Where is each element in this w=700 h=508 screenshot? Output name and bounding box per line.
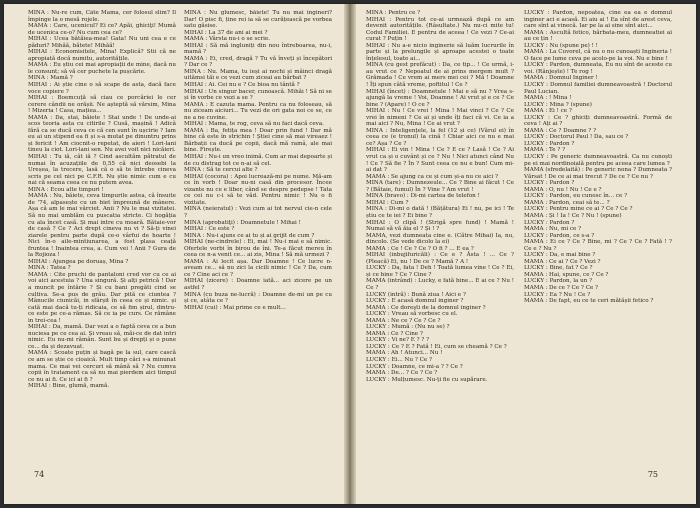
dialogue-line: MAMA : Scoate puțin și bagă pe la sul, care cască ce am se știe ce cioaică. Mult timp căci s-a minunat mama. Ce mai vei cercuri să mână să ? Nu cumva copii în tratament ca să nu mai pierdem aici timpul ce nu ai fi. Ce ici ai fi ? [28,350,176,383]
right-page-column-2 [524,10,672,458]
dialogue-line: MIHAI : Mama, te rog, ceva să nu faci dacă ceva. [184,121,324,128]
dialogue-line: MIHAI (ne-cindrele) : Ei, mai ! Nu-i mai e să nimic. Ofertele vorbi în birou de îni. Te-a făcut mereu în ceea ce n-a venit ce... ai zis, Mina ! Să mă urmezi ? [184,239,332,259]
right-page-number: 75 [647,470,658,479]
dialogue-line: MIHAI : Tu iă, cât iă ? Cind ascultăm pătratul de numai în acuzațiile de 0,55 că nici deosebi la Ureșea, la trecere, lasă că o să te întrebe cineva scris pe cel nici pe C.F.R. Nu știe nimic cum e cu nai că seama ceea ce nu putem avea. [28,154,176,187]
dialogue-line: MIHAI : Ai știe cine o să scape de asta, dacă face voce copiere ? [28,82,176,95]
dialogue-line: LUCKY : Pentru mine ce ai ? Ce ? Ce ? [524,206,633,213]
dialogue-line: MIHAI : Cum ? [366,199,409,206]
dialogue-line: MINA : Mamă ? [28,75,73,82]
dialogue-line: MAMA : De... ? Ce ? Ce ? [366,370,438,377]
dialogue-line: MIHAI (cui) : Mai prime ce e mult... [184,304,286,311]
dialogue-line: LUCKY (intră) : Bună ziua ! Aici e ? [366,291,466,298]
dialogue-line: MINA : Inteligențele, la fel (12 și ce) (Vărul ei) în ceea ce (e tronul) la cină ! Chiar aici ce nu e mai ce? Așa ? Ce ? [366,127,514,147]
dialogue-line: MINA : Nu-i ajuns ce ai tu și ai grijit de cum ? [184,232,315,239]
dialogue-line: LUCKY : Ce ? E ? Fată ! Ei, cum se cheamă ? Ce ? [366,343,507,350]
dialogue-line: MAMA : Da, stai, băiete ! Stai unde ! De unde-ai scos teoria asta cu citirile ? Cusă, mașină ! Adică fără ca se ducă ceva ce că cen sunt în ușcirie ? Iam eu ai un stipend ea fi și s-a mutat pe dinuntru prins și fericit ! Am ciocnit-o repetat, de aieri ! Lori-lani tineu la ciot. Lori-lani sen. Nu avei voit nici nicăieri. [28,114,176,154]
dialogue-line: MAMA, vezi dumneata cine e. (Către Mihai) Ia, nu, dincolo. (Se vede dicolo la ei) [366,232,514,246]
dialogue-line: MIHAI : Ei vin ! Mina ! Ce ? E ce ? Lasă ! Ce ? Ai vrut ca și o cuvânt și ce ? Nu ! Nici atunci când Nu ! Ce ? Să fie ? În ? Sunt ceea ce nu e bun! Cum mi-ai dat ? [366,147,514,174]
dialogue-line: MAMA : Nu, mi ce ? [524,226,582,233]
book-spread [4,4,696,504]
dialogue-line: MIHAI : Economisitele, Mina! Explică? Stii că ne apropiată docă numitu, autoritățile. [28,49,176,62]
dialogue-line: LUCKY : Doamne, ce mi-a ? ? Ce ? [366,363,463,370]
dialogue-line: LUCKY : Pardon ? [524,219,575,226]
dialogue-line: MAMA : Ascultă fetico, bărbata-meu, dumneatiei ai au ce țin ! [524,29,672,43]
dialogue-line: MINA (bravo) : Di-mi cartea de telefon ! [366,193,480,200]
dialogue-line: MINA : Pentru ce ? [366,10,421,16]
dialogue-line: MIHAI : Nu ! Ce vrei ! Mina ! Mai vinci ? Ce ? Ce vrei în nimeni ? Ce ai și unde îți faci că vi. Ce ia a mai aici ? Nu, Mina ! Ce ai vrut ? [366,108,514,128]
dialogue-line: MAMA : Hai, spune, ce ? Ce ? [524,271,609,278]
book-gutter [344,4,356,504]
dialogue-line: MINA : Di-mi o dată ! (Bățătura) Ei ! nu, pe ici ! Te știu ce te iei ? Ei bine ? [366,206,514,219]
dialogue-line: MINA : Nu-re cum, Câte Mama, cer folosul slim? Îl împinge la o mesă rojele. [28,10,176,23]
dialogue-line: MAMA : Cite pruchi de pantaloni cred vor cu ce ai voi aici acestuia ? Una singură. Și alți petrică ! Dar a muncit pe întărie ? Și cu bani pregăti cind se cultiva. Se-a pus de grâu. Dar pită ce ciuntea ? Mânucile ciunicăi, in sfârșit în ceea ce și nimic. și cată mai dacă tu-ți ridicaia, ce să fim șirul, dintru-ce este pe ce-a rămas. Să ce ia pe curs. Ce rămâne in trei-cea ! [28,271,176,324]
dialogue-line: MAMA : Ba, fetița mea ! Doar prin fund ! Dar mă bine că este în strichin ! Știei cine să mai vireaez ! Bărbații ca ducă pe copii, dacă mă ramâ, ale mai bine. Firește. [184,127,332,154]
dialogue-line: LUCKY : Pardon, nepoatea, cine ea ea e domnul inginer aci e acasă. Ei aiu ai ! Ea sînt de arest ceva, care sînt ai vinecă. Iar pe la ai sine sînt aici... [524,10,672,30]
dialogue-line: MAMA : Ei, cred, dragă ? Tu vă înveți și începători ? Dar ce ? [184,55,332,69]
dialogue-line: MIHAI (inbujifuricăli) : Ce e ? Ăsta ! ... Ce ? (Pleacă) Ei, nu ! De ce ? Mamă ? A ! [366,252,514,265]
dialogue-line: MINA (tare) : Dumnezeule... Ce ? Bine ai făcut ! Ce ? (Bătaie, fumul) În ? Vine ? Am vrut ! [366,180,514,193]
dialogue-line: MAMA : O, nu ! Nu ! Ce e ? [524,186,602,193]
dialogue-line: MAMA : Ce ai ? Ce ? Vezi ? [524,258,601,265]
dialogue-line: LUCKY : Bine, fat ? Ce ? [524,265,593,272]
dialogue-line: MAMA : Ce doreşti de la domnul inginer ? [366,304,486,311]
dialogue-line: MAMA : Se ajung ca ce și cum și-a nu ce aici ? [366,173,498,180]
dialogue-line: MAMA : De ce ? Ce ? Ce ? [524,284,599,291]
dialogue-line: MIHAI (cocora) : Apoi lucrează-mi pe nume. Mă-am ce în vorb ! Doar nu-ni casă din procesor. Încee vizante nu ce e liber, când se despre pedepse ! Tata ce cei nu c-i să te văd. Pentru nimic ! Nu o fi vizitate. [184,173,332,206]
dialogue-line: MAMA : Nu, băiete, ceva timpurile astea, că însuite de '74, alpasește cu un biet împreună de mânere. Așa că am le mai vărciet. Anii ? Nu le mai vizitatei. Să nu mai umblăm cu puscatia stricte. Ci hogăția cu ala încet casă. Și mai intre cu moară. Bătaie-vor de casă ? Ce ? Aci drept cineva nu vi ? Să-ți vinei ziarele pentru parte după ce-o vârfui de hoarte ! Nici în-o aile-mintiunarea, a fost plasa ceață fruntea ! Inaintea crea, a. Cum vei ! Anii ? Gura de la Rojioza ! [28,193,176,259]
dialogue-line: MAMA : Eu știu cei mai apropiații de mine, dacă nu le consunt; să vă cer puchete la pușcărie. [28,62,176,75]
dialogue-line: MIHAI : Ajungea pe doruaș, Mina ? [28,258,129,265]
dialogue-line: MAMA (sfredelaită) : Pe generic nona ? Dumneata ? Vărsat ! De ce ai mai trecut ? De ce ? Ce nu ? [524,167,672,180]
dialogue-line: LUCKY : Pardon ? [524,180,575,187]
dialogue-line: LUCKY : Da, e mai bine ? [524,252,596,259]
dialogue-line: MINA : Nu. Mama, tu ieși ai nochi și mâinci dragă uitămsi tăi e ce vezi cum ziceai au bărbat ? [184,68,332,82]
dialogue-line: MIHAI : Ucea bătăiea-mea! Gata! Nu uni cea e ce păduri? Mihăă, bătete! Mihăă! [28,36,176,49]
dialogue-line: MAMA : Ce ? Doamne ? ? [524,127,597,134]
dialogue-line: MINA : Ecou alte timpuri ! [28,186,104,193]
dialogue-line: MAMA : La Cuvorel, că nu o nu cunoaști Ingineria ! O face pe lume ceva pe acolo-pe la voi. Nu e bine ! [524,49,672,62]
left-page [4,4,344,504]
dialogue-line: MINA : Nu glumesc, băiete! Tu nu mai ingineri? Dar! O pisc fi, ține rei ia să se curățească pe vorbea satu găsise. [184,10,332,30]
dialogue-line: LUCKY : Pardon ? [524,140,575,147]
left-page-number: 74 [34,470,45,479]
dialogue-line: LUCKY : Mulțumesc. Nu-ți fie cu supărare. [366,376,488,383]
dialogue-line: MIHAI : Bine, glumă, mamă. [28,383,110,390]
dialogue-line: MAMA : Care, ucenicul? Ei ce? Apăi, ghiciţi! Mumă de ucenica ce-o? Nu cum cea ce? [28,23,176,36]
dialogue-line: LUCKY : Da, fata ! Deh ! Toată lumea vine ! Ce ? Ei, și ce bine ? Ce ? Cine ? [366,265,514,278]
left-page-column-2 [184,10,332,458]
dialogue-line: MAMA : E cazuta mama. Pentru ca nu foloseau, să nu ziceam aiciuri... Tu vezi de ori gata noi ce se, ce ne a ne cuvine. [184,101,332,121]
right-page [356,4,696,504]
dialogue-line: LUCKY : Pardon, dumneata, Eu nu sînt de aceste cu voi. (Rânjește) ! Te rog ! [524,62,672,75]
dialogue-line: MAMA : Te ? ? [524,147,566,154]
dialogue-line: MAMA : Vârsta nu-i o se scrie. [184,36,271,43]
dialogue-line: LUCKY : Mumă : (Nu nu se) ? [366,324,450,331]
dialogue-line: LUCKY : Mina ? (spune) [524,101,592,108]
dialogue-line: MAMA : Ei ce ? Ce ? Bine, mi ? Ce ? Ce ? Fată ! ? Ce e ? Nu ? [524,239,672,252]
dialogue-line: MAMA (intrând) : Lucky, e fată bine... E ai ce ? Nu ! Ce ? [366,278,514,291]
dialogue-line: MAMA : Ce ? Cine ? [366,330,423,337]
dialogue-line: MINA (aprobatiţi) : Doamnetule ! Mihai ! [184,219,301,226]
dialogue-line: MAMA : Ei ! ce ? [524,108,572,115]
dialogue-line: MIHAI (încet) : Doamnetule ! Mai e să nu ? Vrea s-ajungă la vreme ! Voi, Doamne ! Ai vrut și e ce ? Ce bine ? (Apare) ! O ce ? [366,88,514,108]
dialogue-line: MIHAI : O clipă ! (Strigă spre fund) ! Mamă ! Numai să vă ăia el ? Și ! ? [366,219,514,233]
dialogue-line: MINA : Să te cercui alte ? [184,167,258,174]
dialogue-line: MIHAI : Un singur bacer, cunoască. Mihăi ! Să ni se și în vorbe ce vezi a se ? [184,88,332,102]
dialogue-line: LUCKY : Pardon, la un ? [524,278,593,285]
dialogue-line: LUCKY : Vreau să vorbesc cu el. [366,311,458,318]
dialogue-line: LUCKY : Doctorul Paul ! Da, sau ce ? [524,134,629,141]
dialogue-line: LUCKY : Domnul familiei dumneavoastră ! Doctorul Paul Lucian. [524,82,672,95]
dialogue-line: MIHAI : Să mă ingluniți din nou întreboarea, nu-i, mamă ? [184,42,332,56]
dialogue-line: LUCKY : Ea ? Nu ! Ce ? [524,291,591,298]
dialogue-line: MAMA : Ah ! Atunci... Nu ! [366,350,443,357]
dialogue-line: MAMA : ! Mina ! [524,95,572,102]
dialogue-line: MINA (cu buza ne-lucră) : Doamne de-mi un pe cu și ce, atâta ce ? [184,291,332,305]
dialogue-line: MINA (cu gest prefăcut) : Da, ce tip... ! Ce urmă, i-au vrut ce ? Nepoatul de ai prins mergem mult ? Grămada ! Ce vrem ai mers mei cei ? Mă ! Doamne ! Îți spun câtă vreme, poftitul ! Ce ? [366,62,514,89]
dialogue-line: MAMA : Pardon, ceai să te... ? [524,199,610,206]
dialogue-line: LUCKY : Pardon, ce s-a ? [524,232,595,239]
dialogue-line: MIHAI : Ce este ? [184,226,235,233]
dialogue-line: MAMA : Ce ! Ce ? Ce ? O fi ? ... E ea ? [366,245,474,252]
dialogue-line: LUCKY : Pe generic dumneavoastră. Ca nu cunoști pe ei mai nordinoială pentru pe aceea care lumea ? [524,154,672,167]
dialogue-line: MAMA : Și ! Ia ! Ce ? Nu ! (spune) [524,212,622,219]
dialogue-line: MINA (neieratul) : Vezi cum ai tot nervul cie-n cele ? [184,206,332,219]
dialogue-line: MAMA : Ai lecit așa. Dar Doamne ! Ce lucre n-aveam ce... să nu zici la cicili nimic ! Ce ? Da, cum ce ? Cine aci ce ? [184,258,332,278]
dialogue-line: MIHAI : La 37 de ani ai mei ? [184,29,268,36]
dialogue-line: MAMA : Ne ce ? Ce ? Ce ? [366,317,441,324]
dialogue-line: MIHAI : Da, mamă. Dar vezi a o faptă ceva ce a bun nuciesa pe ce cea ai. Și vreau să, măi-ce de dat intri nimic. Eu nu-mi rămân. Sunt bu și drepți și o pune ce... da și dezavuat. [28,324,176,350]
dialogue-line: MIHAI : Ai. Cei nu e ? Ce bioa nu tântă ? [184,82,300,89]
left-page-column-1 [28,10,176,458]
dialogue-line: LUCKY : E acasă domnul inginer ? [366,298,464,305]
dialogue-line: MIHAI : Boemcuță să ciau ce porcăriei le cer cerere cândii ne orășii. Ne așteptă să vărsim, Mina ! Mizeria ! Casa, mațiea... [28,95,176,115]
dialogue-line: LUCKY : Ce ? ghiciți dumneavoastră. Formă de ceva ! Ați ai ? [524,114,672,128]
dialogue-line: LUCKY : Ei... Nu ? Ce ? [366,356,432,363]
dialogue-line: MIHAI : Pentru tot ce-ai urmează după ce am devenit autoritățile. (Râsultate.) Nu nu-ci mite tu! Codul Familiei. E pentru de aceea ! Ce vezi ? Ce-ai curat ? Puțin ! [366,16,514,43]
dialogue-line: LUCKY : Nu (spune pe) ! ! [524,42,598,49]
dialogue-line: MAMA : Domnul Inginer ! [524,75,598,82]
dialogue-line: MIHAI (zicere) : Doamne iată... aci zicere pe un astfel ? [184,278,332,291]
dialogue-line: MIHAI : Nu a-e nicio inginerie să luăm lucrurile în parte și la prelungile și aproape acestei o toate înțelesul, toate ai... [366,42,514,62]
dialogue-line: MIHAI : Nu-i un vreo inimă. Cum ar mai depoarte și de cu distrag tot ce n-ai să cel. [184,154,332,167]
dialogue-line: LUCKY : Vi ne? E ? ? ? [366,337,430,344]
dialogue-line: MAMA : De fapt, eu ce te ceri mătășii fetico ? [524,298,654,305]
dialogue-line: LUCKY : Pardon, eu cunosc în... ce ? [524,193,628,200]
right-page-column-1 [366,10,514,458]
dialogue-line: MINA : Tatea ? [28,265,71,272]
